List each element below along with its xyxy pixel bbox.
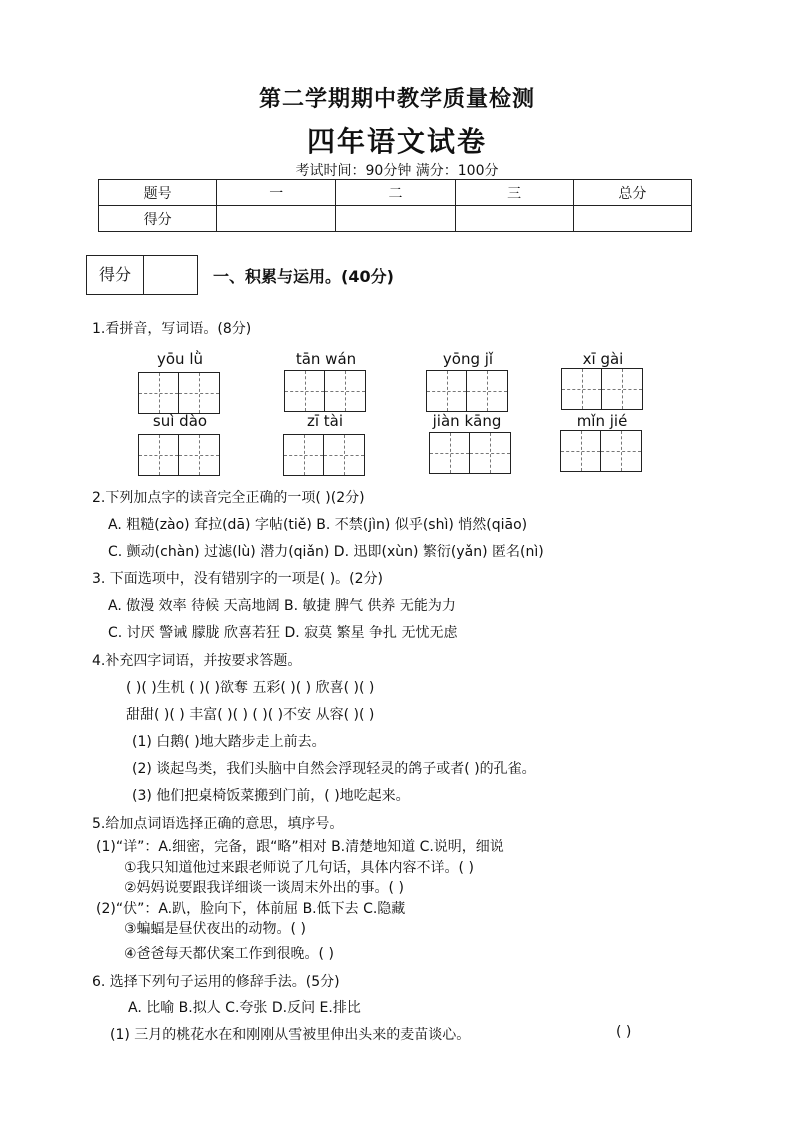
writing-grid[interactable] [138,434,220,476]
writing-grid[interactable] [429,432,511,474]
writing-grid[interactable] [560,430,642,472]
q6-options: A. 比喻 B.拟人 C.夸张 D.反问 E.排比 [128,1000,361,1016]
table-cell: 得分 [99,206,217,232]
q4-stem: 4.补充四字词语，并按要求答题。 [92,653,302,669]
q3-options-line: C. 讨厌 警诫 朦胧 欣喜若狂 D. 寂莫 繁星 争扎 无忧无虑 [108,625,458,641]
pinyin-label: yōu lǜ [156,350,203,368]
q2-options-line: C. 颤动(chàn) 过滤(lù) 潜力(qiǎn) D. 迅即(xùn) 繁衍(yǎn) 匿名(nì) [108,544,544,560]
q4-idiom-line: 甜甜( )( ) 丰富( )( ) ( )( )不安 从容( )( ) [126,707,375,723]
score-input-cell[interactable] [217,206,336,232]
q5-item: ①我只知道他过来跟老师说了几句话，具体内容不详。( ) [124,860,474,876]
score-input-cell[interactable] [455,206,573,232]
pinyin-label: xī gài [582,350,624,368]
table-cell: 题号 [99,180,217,206]
writing-grid[interactable] [138,372,220,414]
exam-info: 考试时间：90分钟 满分：100分 [295,163,499,179]
q3-options-line: A. 傲漫 效率 待候 天高地阔 B. 敏捷 脾气 供养 无能为力 [108,598,456,614]
section-title: 一、积累与运用。(40分) [213,267,394,286]
writing-grid[interactable] [283,434,365,476]
q6-stem: 6. 选择下列句子运用的修辞手法。(5分) [92,974,340,990]
pinyin-label: zī tài [306,412,344,430]
score-table-header-row [99,180,692,206]
table-cell: 一 [217,180,336,206]
score-table [98,179,692,232]
q3-stem: 3. 下面选项中，没有错别字的一项是( )。(2分) [92,571,384,587]
pinyin-label: suì dào [152,412,208,430]
q4-sub-question: (3) 他们把桌椅饭菜搬到门前，( )地吃起来。 [132,788,410,804]
q4-idiom-line: ( )( )生机 ( )( )欲奪 五彩( )( ) 欣喜( )( ) [126,680,375,696]
q5-item: ③蝙蝠是昼伏夜出的动物。( ) [124,921,306,937]
score-input-cell[interactable] [336,206,455,232]
score-table-score-row [99,206,692,232]
writing-grid[interactable] [426,370,508,412]
q5-item: ②妈妈说要跟我详细谈一谈周末外出的事。( ) [124,880,404,896]
table-cell: 三 [455,180,573,206]
table-cell: 二 [336,180,455,206]
writing-grid[interactable] [561,368,643,410]
q4-sub-question: (1) 白鹅( )地大踏步走上前去。 [132,734,326,750]
q2-options-line: A. 粗糙(zào) 耷拉(dā) 字帖(tiě) B. 不禁(jìn) 似乎(shì) 悄然(qiāo) [108,517,528,533]
table-cell: 总分 [573,180,691,206]
q5-item: ④爸爸每天都伏案工作到很晚。( ) [124,946,334,962]
section-score-label: 得分 [87,256,144,294]
pinyin-label: tān wán [295,350,357,368]
q5-part: (1)“详”：A.细密，完备，跟“略”相对 B.清楚地知道 C.说明，细说 [96,839,504,855]
pinyin-label: jiàn kāng [432,412,502,430]
q6-sentence: (1) 三月的桃花水在和刚刚从雪被里伸出头来的麦苗谈心。 [110,1027,471,1043]
exam-title: 第二学期期中教学质量检测 [258,86,535,112]
answer-blank[interactable]: ( ) [616,1024,632,1040]
exam-subtitle: 四年语文试卷 [306,125,487,158]
q5-stem: 5.给加点词语选择正确的意思，填序号。 [92,816,344,832]
writing-grid[interactable] [284,370,366,412]
q1-stem: 1.看拼音，写词语。(8分) [92,321,252,337]
q4-sub-question: (2) 谈起鸟类，我们头脑中自然会浮现轻灵的鸽子或者( )的孔雀。 [132,761,536,777]
section-score-box [86,255,198,295]
q2-stem: 2.下列加点字的读音完全正确的一项( )(2分) [92,490,365,506]
pinyin-label: mǐn jié [576,412,628,430]
pinyin-label: yōng jǐ [442,350,494,368]
q5-part: (2)“伏”：A.趴，脸向下，体前屈 B.低下去 C.隐藏 [96,901,406,917]
score-input-cell[interactable] [573,206,691,232]
